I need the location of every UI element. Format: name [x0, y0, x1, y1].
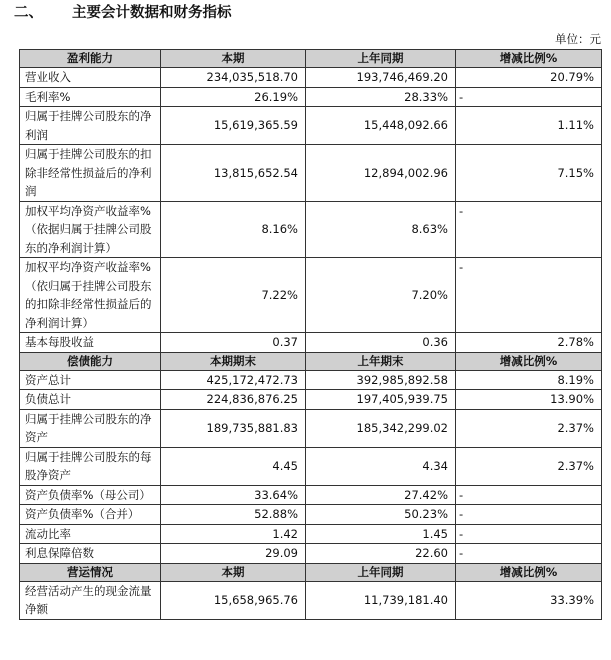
current-value: 1.42 [161, 524, 306, 544]
table-row [20, 201, 602, 258]
profit-header-change: 增减比例% [456, 50, 602, 68]
operations-header-label: 营运情况 [20, 563, 161, 581]
row-label: 利息保障倍数 [20, 544, 161, 564]
row-label: 加权平均净资产收益率%（依据归属于挂牌公司股东的净利润计算） [20, 201, 161, 258]
table-row [20, 107, 602, 145]
table-row [20, 447, 602, 485]
row-label: 归属于挂牌公司股东的每股净资产 [20, 447, 161, 485]
change-value: - [456, 544, 602, 564]
current-value: 234,035,518.70 [161, 68, 306, 88]
previous-value: 4.34 [306, 447, 456, 485]
profit-header-previous: 上年同期 [306, 50, 456, 68]
operations-header-previous: 上年同期 [306, 563, 456, 581]
previous-value: 8.63% [306, 201, 456, 258]
previous-value: 12,894,002.96 [306, 145, 456, 202]
previous-value: 185,342,299.02 [306, 409, 456, 447]
row-label: 资产总计 [20, 370, 161, 390]
operations-header-current: 本期 [161, 563, 306, 581]
previous-value: 28.33% [306, 87, 456, 107]
solvency-header-change: 增减比例% [456, 352, 602, 370]
profit-header-row [20, 50, 602, 68]
change-value: 33.39% [456, 581, 602, 619]
table-row [20, 333, 602, 353]
section-heading [14, 2, 232, 24]
current-value: 425,172,472.73 [161, 370, 306, 390]
section-number: 二、 [14, 5, 43, 21]
change-value: 8.19% [456, 370, 602, 390]
row-label: 营业收入 [20, 68, 161, 88]
change-value: - [456, 524, 602, 544]
current-value: 7.22% [161, 258, 306, 333]
previous-value: 27.42% [306, 485, 456, 505]
profit-header-label: 盈利能力 [20, 50, 161, 68]
table-row [20, 258, 602, 333]
table-row [20, 524, 602, 544]
previous-value: 22.60 [306, 544, 456, 564]
profit-header-current: 本期 [161, 50, 306, 68]
change-value: 20.79% [456, 68, 602, 88]
current-value: 29.09 [161, 544, 306, 564]
table-row [20, 390, 602, 410]
current-value: 224,836,876.25 [161, 390, 306, 410]
current-value: 33.64% [161, 485, 306, 505]
change-value: 13.90% [456, 390, 602, 410]
previous-value: 11,739,181.40 [306, 581, 456, 619]
previous-value: 7.20% [306, 258, 456, 333]
table-row [20, 581, 602, 619]
operations-header-row [20, 563, 602, 581]
previous-value: 197,405,939.75 [306, 390, 456, 410]
row-label: 经营活动产生的现金流量净额 [20, 581, 161, 619]
row-label: 加权平均净资产收益率%（依归属于挂牌公司股东的扣除非经常性损益后的净利润计算） [20, 258, 161, 333]
row-label: 流动比率 [20, 524, 161, 544]
current-value: 15,619,365.59 [161, 107, 306, 145]
row-label: 归属于挂牌公司股东的净利润 [20, 107, 161, 145]
change-value: - [456, 505, 602, 525]
solvency-header-label: 偿债能力 [20, 352, 161, 370]
row-label: 资产负债率%（合并） [20, 505, 161, 525]
current-value: 8.16% [161, 201, 306, 258]
row-label: 归属于挂牌公司股东的扣除非经常性损益后的净利润 [20, 145, 161, 202]
table-row [20, 505, 602, 525]
current-value: 0.37 [161, 333, 306, 353]
section-title: 主要会计数据和财务指标 [72, 5, 232, 21]
change-value: 2.37% [456, 447, 602, 485]
change-value: - [456, 87, 602, 107]
current-value: 15,658,965.76 [161, 581, 306, 619]
change-value: - [456, 258, 602, 333]
operations-header-change: 增减比例% [456, 563, 602, 581]
change-value: 1.11% [456, 107, 602, 145]
financial-indicators-table [19, 49, 602, 620]
solvency-header-row [20, 352, 602, 370]
current-value: 13,815,652.54 [161, 145, 306, 202]
unit-label: 单位：元 [555, 32, 601, 46]
previous-value: 15,448,092.66 [306, 107, 456, 145]
row-label: 资产负债率%（母公司） [20, 485, 161, 505]
change-value: - [456, 485, 602, 505]
change-value: 7.15% [456, 145, 602, 202]
solvency-header-previous: 上年期末 [306, 352, 456, 370]
change-value: - [456, 201, 602, 258]
current-value: 4.45 [161, 447, 306, 485]
previous-value: 1.45 [306, 524, 456, 544]
table-row [20, 409, 602, 447]
change-value: 2.37% [456, 409, 602, 447]
row-label: 归属于挂牌公司股东的净资产 [20, 409, 161, 447]
previous-value: 0.36 [306, 333, 456, 353]
solvency-header-current: 本期期末 [161, 352, 306, 370]
row-label: 基本每股收益 [20, 333, 161, 353]
table-row [20, 370, 602, 390]
current-value: 26.19% [161, 87, 306, 107]
current-value: 52.88% [161, 505, 306, 525]
row-label: 毛利率% [20, 87, 161, 107]
row-label: 负债总计 [20, 390, 161, 410]
table-row [20, 485, 602, 505]
table-row [20, 145, 602, 202]
table-row [20, 544, 602, 564]
previous-value: 193,746,469.20 [306, 68, 456, 88]
previous-value: 392,985,892.58 [306, 370, 456, 390]
table-row [20, 68, 602, 88]
table-row [20, 87, 602, 107]
change-value: 2.78% [456, 333, 602, 353]
current-value: 189,735,881.83 [161, 409, 306, 447]
previous-value: 50.23% [306, 505, 456, 525]
